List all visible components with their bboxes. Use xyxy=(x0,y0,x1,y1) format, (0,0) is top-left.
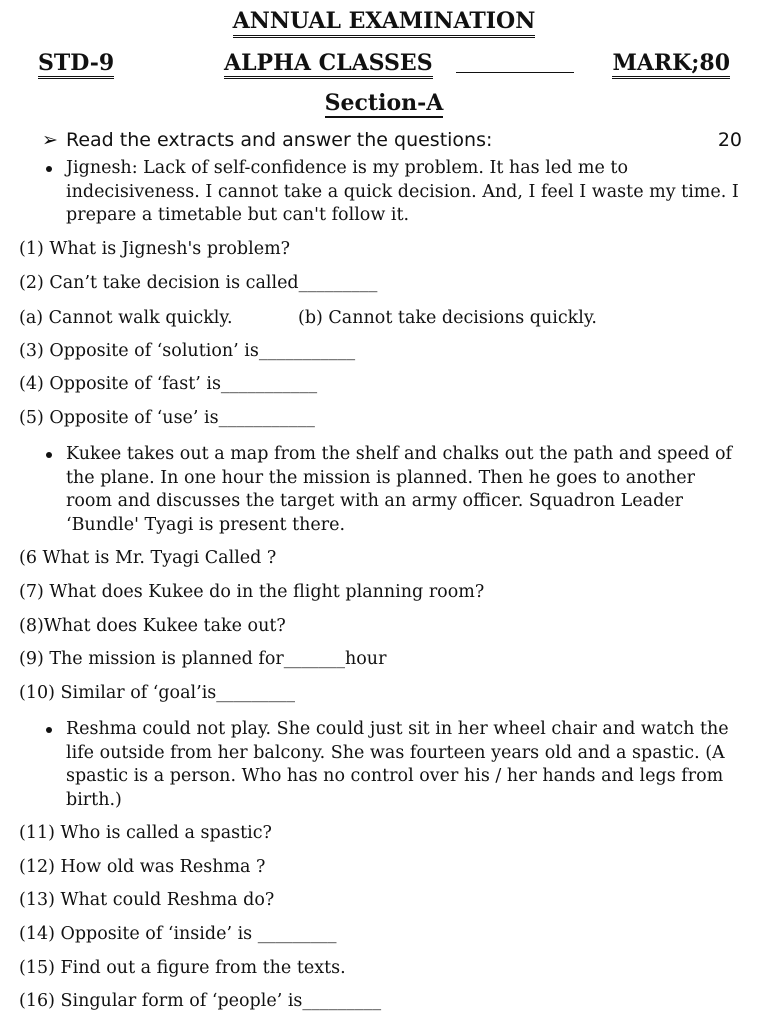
instruction-text: Read the extracts and answer the questions: xyxy=(66,129,493,151)
passage-jignesh: Jignesh: Lack of self-confidence is my problem. It has led me to indecisiveness. I cannot take a quick decision. And, I feel I waste my time. I prepare a timetable but can't follow it. xyxy=(66,157,746,228)
arrow-bullet-icon: ➢ xyxy=(42,129,58,151)
exam-title xyxy=(0,8,768,34)
question-1: (1) What is Jignesh's problem? xyxy=(19,239,291,259)
section-heading-text: Section-A xyxy=(324,90,444,116)
question-9: (9) The mission is planned for_______hour xyxy=(19,649,387,669)
passage-kukee: Kukee takes out a map from the shelf and chalks out the path and speed of the plane. In one hour the mission is planned. Then he goes to another room and discusses the target with an army officer. Squadron Leader ‘Bundle' Tyagi is present there. xyxy=(66,443,746,537)
question-3: (3) Opposite of ‘solution’ is___________ xyxy=(19,341,356,361)
instruction-row xyxy=(42,129,742,155)
question-6: (6 What is Mr. Tyagi Called ? xyxy=(19,548,277,568)
option-a: (a) Cannot walk quickly. xyxy=(19,308,233,328)
question-14: (14) Opposite of ‘inside’ is _________ xyxy=(19,924,337,944)
header-underline xyxy=(456,72,574,73)
header-row xyxy=(38,50,730,82)
exam-title-text: ANNUAL EXAMINATION xyxy=(233,8,536,38)
question-10: (10) Similar of ‘goal’is_________ xyxy=(19,683,296,703)
question-15: (15) Find out a figure from the texts. xyxy=(19,958,346,978)
question-5: (5) Opposite of ‘use’ is___________ xyxy=(19,408,315,428)
total-marks-label: MARK;80 xyxy=(612,50,730,79)
question-8: (8)What does Kukee take out? xyxy=(19,616,286,636)
section-heading xyxy=(0,90,768,116)
question-11: (11) Who is called a spastic? xyxy=(19,823,272,843)
passage-reshma: Reshma could not play. She could just sit in her wheel chair and watch the life outside from her balcony. She was fourteen years old and a spastic. (A spastic is a person. Who has no control over his / her hands and legs from birth.) xyxy=(66,718,746,812)
class-name-label: ALPHA CLASSES xyxy=(224,50,433,79)
option-b: (b) Cannot take decisions quickly. xyxy=(298,308,597,328)
standard-label: STD-9 xyxy=(38,50,114,79)
question-16: (16) Singular form of ‘people’ is_________ xyxy=(19,991,382,1011)
question-7: (7) What does Kukee do in the flight planning room? xyxy=(19,582,485,602)
question-2: (2) Can’t take decision is called_________ xyxy=(19,273,378,293)
question-13: (13) What could Reshma do? xyxy=(19,890,275,910)
question-12: (12) How old was Reshma ? xyxy=(19,857,266,877)
instruction-marks: 20 xyxy=(717,129,742,151)
question-4: (4) Opposite of ‘fast’ is___________ xyxy=(19,374,318,394)
